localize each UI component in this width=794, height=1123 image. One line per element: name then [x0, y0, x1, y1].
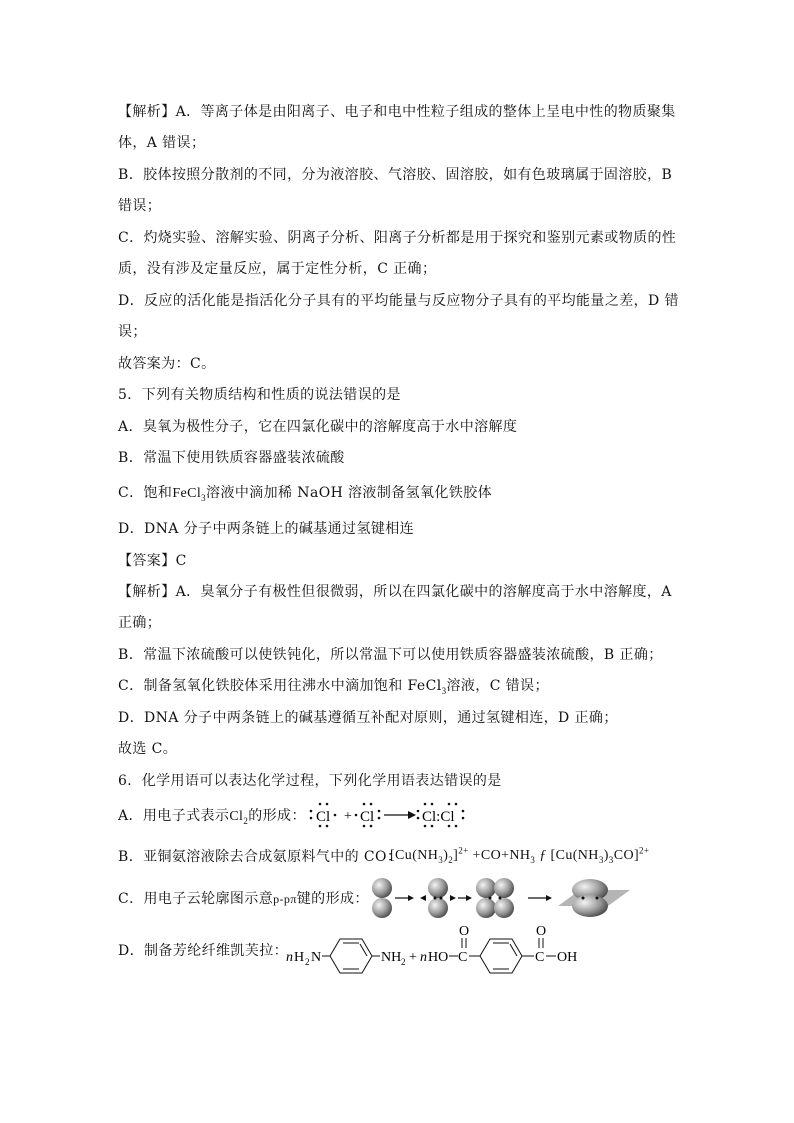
analysis-line: 错误； — [118, 198, 162, 214]
svg-text:C: C — [458, 950, 468, 965]
pi-bond-electron-cloud — [558, 879, 630, 917]
conclusion-line: 故选 C。 — [118, 741, 178, 757]
benzene-ring-1 — [330, 939, 372, 973]
analysis-line: C．灼烧实验、溶解实验、阴离子分析、阳离子分析都是用于探究和鉴别元素或物质的性 — [118, 230, 677, 246]
svg-text:+: + — [409, 950, 417, 965]
approach-arrow-right — [450, 895, 456, 901]
analysis-line: D．DNA 分子中两条链上的碱基遵循互补配对原则，通过氢键相连，D 正确； — [118, 710, 618, 726]
plus-sign: + — [344, 809, 352, 824]
svg-text:NH: NH — [381, 950, 402, 965]
electron-dot-formula — [308, 798, 468, 832]
analysis-line: 体，A 错误； — [118, 135, 206, 151]
svg-text:O: O — [459, 924, 470, 939]
svg-text:2: 2 — [305, 957, 310, 967]
analysis-line: 误； — [118, 324, 147, 340]
cl-atom-1: Cl — [316, 809, 331, 825]
analysis-line: 质，没有涉及定量反应，属于定性分析，C 正确； — [118, 261, 437, 277]
cl-atom-2: Cl — [360, 809, 375, 825]
svg-text:n: n — [286, 950, 293, 965]
svg-text:O: O — [536, 924, 547, 939]
analysis-line: 正确； — [118, 615, 162, 631]
conclusion-line: 故答案为：C。 — [118, 356, 216, 372]
svg-text:OH: OH — [557, 950, 578, 965]
p-orbital-1 — [372, 878, 392, 918]
cuprammonia-equation: $[Cu(NH_3)_2]^{2+} +CO+NH_3$ ƒ $[Cu(NH_3)_3CO]^{2+}$ — [390, 845, 650, 865]
answer-line: 【答案】C — [118, 553, 187, 569]
question-6-option-c: C．用电子云轮廓图示意p-pπ键的形成： — [118, 891, 369, 907]
question-5-option-a: A．臭氧为极性分子，它在四氯化碳中的溶解度高于水中溶解度 — [118, 419, 518, 435]
benzene-ring-2 — [480, 939, 522, 973]
question-6-option-a: A．用电子式表示$Cl_2$的形成： — [118, 808, 306, 826]
equilibrium-arrow: ƒ — [539, 848, 547, 863]
svg-text:2: 2 — [401, 957, 406, 967]
question-5-option-d: D．DNA 分子中两条链上的碱基通过氢键相连 — [118, 521, 415, 537]
analysis-line: 【解析】A．臭氧分子有极性但很微弱，所以在四氯化碳中的溶解度高于水中溶解度，A — [118, 584, 672, 600]
svg-text:C: C — [535, 950, 545, 965]
p-orbitals-overlapping — [476, 878, 514, 918]
approach-arrow-left — [420, 895, 426, 901]
p-orbital-overlap-diagram — [368, 876, 632, 922]
kevlar-synthesis-equation — [284, 924, 604, 976]
svg-text:N: N — [311, 950, 322, 965]
analysis-line: D．反应的活化能是指活化分子具有的平均能量与反应物分子具有的平均能量之差，D 错 — [118, 293, 679, 309]
analysis-line: B．常温下浓硫酸可以使铁钝化，所以常温下可以使用铁质容器盛装浓硫酸，B 正确； — [118, 647, 663, 663]
question-6-stem: 6．化学用语可以表达化学过程，下列化学用语表达错误的是 — [118, 773, 502, 789]
svg-text:H: H — [294, 950, 305, 965]
question-6-option-b: B．亚铜氨溶液除去合成氨原料气中的 CO： — [118, 849, 402, 865]
p-orbital-2 — [428, 878, 448, 918]
svg-text:n: n — [420, 950, 427, 965]
analysis-line: B．胶体按照分散剂的不同，分为液溶胶、气溶胶、固溶胶，如有色玻璃属于固溶胶，B — [118, 167, 673, 183]
analysis-line: 【解析】A．等离子体是由阳离子、电子和电中性粒子组成的整体上呈电中性的物质聚集 — [118, 104, 676, 120]
svg-text:HO: HO — [428, 950, 449, 965]
question-5-option-c: C．饱和FeCl$_3$溶液中滴加稀 NaOH 溶液制备氢氧化铁胶体 — [118, 485, 493, 503]
analysis-line: C．制备氢氧化铁胶体采用往沸水中滴加饱和 FeCl$_3$溶液，C 错误； — [118, 678, 549, 696]
question-6-option-d: D．制备芳纶纤维凯芙拉： — [118, 943, 289, 959]
question-5-stem: 5．下列有关物质结构和性质的说法错误的是 — [118, 387, 401, 403]
cl2-product: Cl:Cl — [422, 809, 455, 825]
question-5-option-b: B．常温下使用铁质容器盛装浓硫酸 — [118, 450, 345, 466]
